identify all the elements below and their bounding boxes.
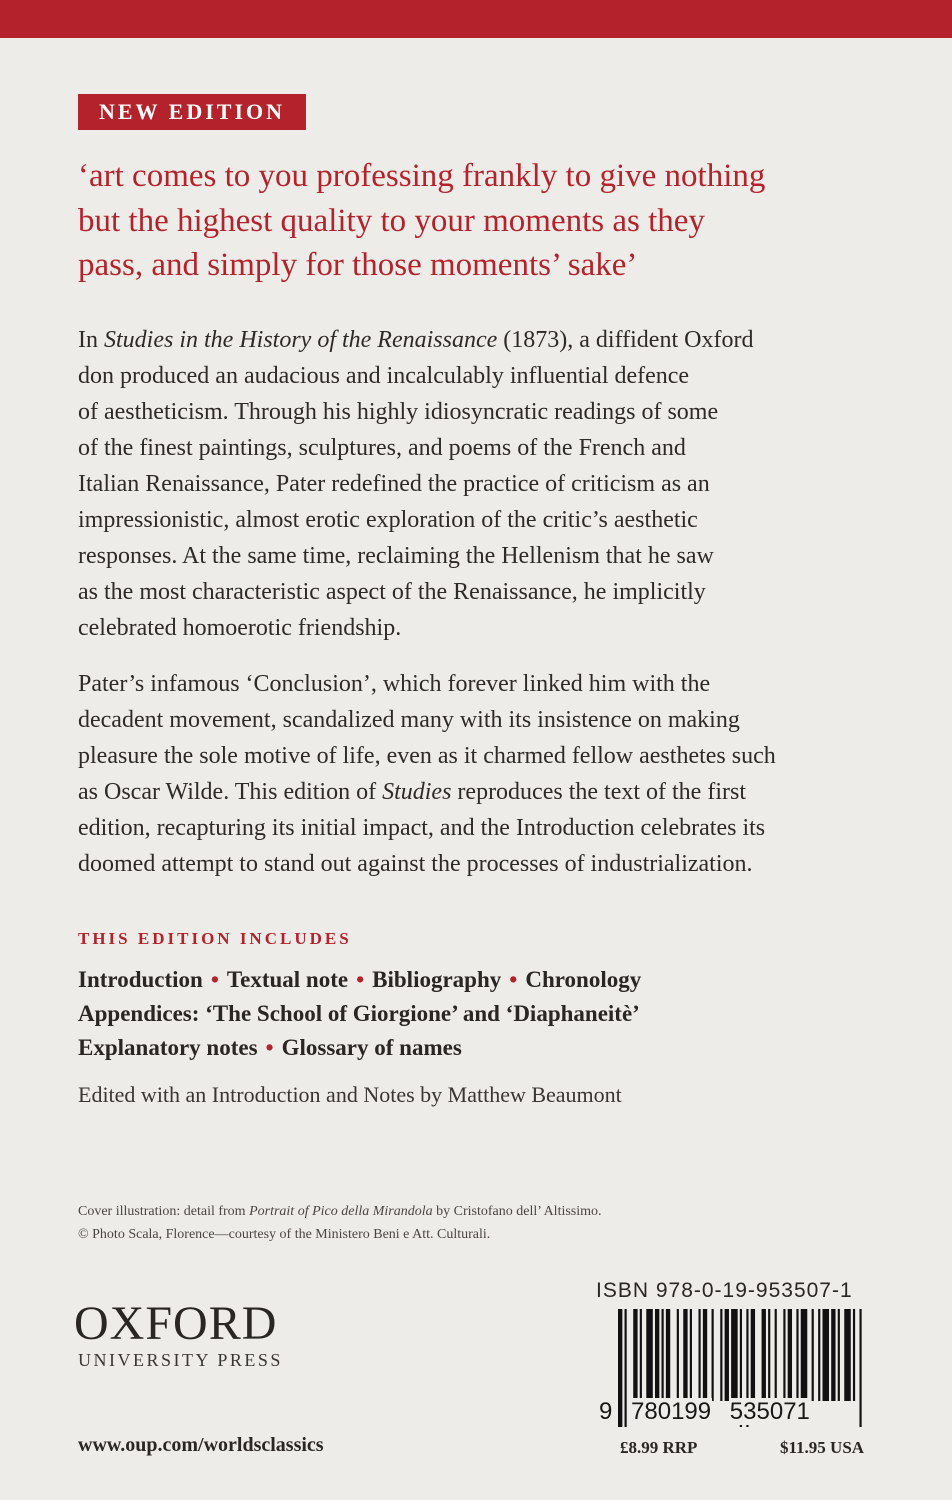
barcode-bar (812, 1309, 814, 1401)
includes-heading: THIS EDITION INCLUDES (78, 929, 352, 948)
includes-item: Glossary of names (281, 1035, 462, 1060)
credit-line (78, 1200, 898, 1223)
includes-item: Bibliography (372, 967, 502, 992)
barcode-digits-left: 780199 (631, 1398, 712, 1425)
paragraph-line: of the finest paintings, sculptures, and poems of the French and (78, 435, 686, 461)
barcode-bar (690, 1309, 692, 1401)
barcode-bar (801, 1309, 808, 1401)
barcode-bar (768, 1309, 770, 1401)
editor-credit: Edited with an Introduction and Notes by Matthew Beaumont (78, 1082, 622, 1107)
paragraph-line: Pater’s infamous ‘Conclusion’, which forever linked him with the (78, 671, 711, 697)
includes-item: Chronology (525, 967, 642, 992)
paragraph-line: decadent movement, scandalized many with its insistence on making (78, 707, 740, 733)
barcode-bar (831, 1309, 835, 1401)
cover-illustration-credit (78, 1200, 898, 1246)
description-paragraph-1 (78, 322, 908, 646)
isbn-label: ISBN 978-0-19-953507-1 (596, 1279, 853, 1302)
barcode-bar (698, 1309, 700, 1401)
barcode-bar (762, 1309, 766, 1401)
text-run: by Cristofano dell’ Altissimo. (432, 1204, 602, 1219)
barcode-bar (853, 1309, 855, 1401)
description-paragraph-2 (78, 666, 908, 882)
quote-line: but the highest quality to your moments as they (78, 202, 705, 239)
includes-item: Explanatory notes (78, 1035, 258, 1060)
bullet-separator: • (210, 967, 219, 992)
includes-item: Textual note (226, 967, 349, 992)
includes-row (78, 1031, 908, 1065)
barcode-bar (662, 1309, 664, 1401)
paragraph-line: doomed attempt to stand out against the processes of industrialization. (78, 851, 753, 877)
text-run: as Oscar Wilde. This edition of (78, 779, 383, 805)
barcode-digits (598, 1398, 811, 1426)
barcode-bar (796, 1309, 798, 1401)
barcode-digits-right: 535071 (729, 1398, 810, 1425)
pull-quote (78, 154, 898, 288)
text-run: In (78, 327, 104, 353)
text-run: reproduces the text of the first (451, 779, 746, 805)
text-run: Cover illustration: detail from (78, 1204, 250, 1219)
barcode-bar (822, 1309, 829, 1401)
university-press-label: UNIVERSITY PRESS (78, 1350, 283, 1370)
price-uk: £8.99 RRP (620, 1438, 698, 1457)
paragraph-line (78, 774, 908, 810)
oxford-logo: OXFORD (74, 1297, 278, 1350)
barcode-bar (633, 1309, 637, 1401)
barcode-bar (783, 1309, 785, 1401)
barcode-bar (677, 1309, 679, 1401)
paragraph-line: celebrated homoerotic friendship. (78, 615, 402, 641)
credit-line: © Photo Scala, Florence—courtesy of the Ministero Beni e Att. Culturali. (78, 1227, 491, 1242)
book-title-italic: Studies (382, 779, 452, 805)
includes-row (78, 963, 908, 997)
paragraph-line: of aestheticism. Through his highly idiosyncratic readings of some (78, 399, 719, 425)
barcode-bar (655, 1309, 659, 1401)
barcode-digit-first: 9 (599, 1398, 613, 1425)
barcode-bar (818, 1309, 820, 1401)
price-us: $11.95 USA (780, 1438, 865, 1457)
text-run: (1873), a diffident Oxford (497, 327, 754, 353)
paragraph-line (78, 322, 908, 358)
barcode-bar (703, 1309, 707, 1401)
includes-list (78, 963, 908, 1065)
book-title-italic: Studies in the History of the Renaissance (104, 327, 498, 353)
barcode-bar (844, 1309, 851, 1401)
barcode-bar (788, 1309, 792, 1401)
barcode-bar (640, 1309, 642, 1401)
paragraph-line: edition, recapturing its initial impact, and the Introduction celebrates its (78, 815, 766, 841)
bullet-separator: • (356, 967, 365, 992)
barcode-bar (775, 1309, 777, 1401)
bullet-separator: • (509, 967, 518, 992)
barcode-bar (751, 1309, 755, 1401)
paragraph-line: Italian Renaissance, Pater redefined the practice of criticism as an (78, 471, 710, 497)
barcode-bar (720, 1309, 722, 1401)
publisher-website: www.oup.com/worldsclassics (78, 1434, 324, 1456)
barcode-bar (725, 1309, 729, 1401)
barcode-bar (666, 1309, 670, 1401)
painting-title-italic: Portrait of Pico della Mirandola (249, 1204, 433, 1219)
barcode-bar (683, 1309, 687, 1401)
new-edition-badge (78, 94, 306, 130)
barcode-bar (712, 1309, 714, 1401)
top-color-band (0, 0, 952, 38)
barcode-bar (859, 1309, 861, 1427)
includes-item: Introduction (78, 967, 203, 992)
badge-label: NEW EDITION (98, 99, 286, 124)
quote-line: pass, and simply for those moments’ sake’ (78, 247, 638, 283)
paragraph-line: as the most characteristic aspect of the Renaissance, he implicitly (78, 579, 706, 605)
barcode-bar (646, 1309, 653, 1401)
paragraph-line: responses. At the same time, reclaiming the Hellenism that he saw (78, 543, 714, 569)
bullet-separator: • (265, 1035, 274, 1060)
barcode-bar (731, 1309, 738, 1401)
includes-row: Appendices: ‘The School of Giorgione’ and ‘Diaphaneitè’ (78, 1001, 640, 1026)
quote-line: ‘art comes to you professing frankly to give nothing (78, 158, 766, 194)
barcode-bar (838, 1309, 840, 1401)
paragraph-line: impressionistic, almost erotic exploration of the critic’s aesthetic (78, 507, 698, 533)
paragraph-line: don produced an audacious and incalculably influential defence (78, 363, 690, 389)
paragraph-line: pleasure the sole motive of life, even as it charmed fellow aesthetes such (78, 743, 776, 769)
